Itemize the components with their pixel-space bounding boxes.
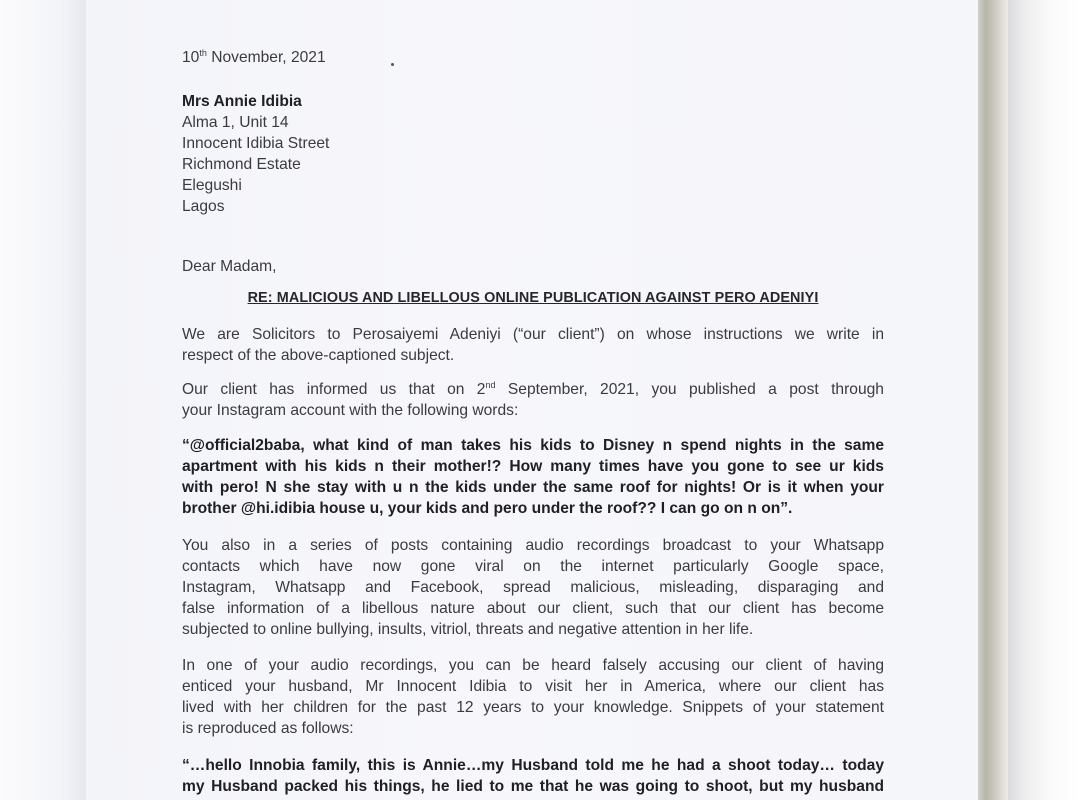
paragraph-3: You also in a series of posts containing audio recordings broadcast to your Whatsapp contacts which have now gone viral on the internet particularly Google space, Instagram, Whatsapp and Facebook, spread malicious, misleading, disparaging and false information of a libellous nature about our client, such that our client has become subjected to online bullying, insults, vitriol, threats and negative attention in her life. [182, 537, 884, 638]
salutation: Dear Madam, [182, 258, 277, 275]
address-line: Lagos [182, 198, 225, 215]
letter-page [86, 0, 978, 800]
stray-mark [391, 63, 394, 66]
recipient-address [182, 112, 884, 217]
paragraph-4: In one of your audio recordings, you can be heard falsely accusing our client of having enticed your husband, Mr Innocent Idibia to visit her in America, where our client has lived with her children for the past 12 years to your knowledge. Snippets of your statement is reproduced as follows: [182, 657, 884, 737]
audio-quote: “…hello Innobia family, this is Annie…my Husband told me he had a shoot today… today my Husband packed his things, he lied to me that he was going to shoot, but my husband [182, 757, 884, 795]
paragraph-1: We are Solicitors to Perosaiyemi Adeniyi (“our client”) on whose instructions we write in respect of the above-captioned subject. [182, 326, 884, 364]
background-right [1006, 0, 1080, 800]
paragraph-2: Our client has informed us that on 2nd September, 2021, you published a post through your Instagram account with the following words: [182, 380, 884, 419]
address-line: Alma 1, Unit 14 [182, 114, 289, 131]
recipient-name: Mrs Annie Idibia [182, 93, 302, 110]
address-line: Innocent Idibia Street [182, 135, 330, 152]
letter-date: 10th November, 2021 [182, 48, 326, 66]
address-line: Elegushi [182, 177, 242, 194]
subject-heading: RE: MALICIOUS AND LIBELLOUS ONLINE PUBLICATION AGAINST PERO ADENIYI [247, 290, 819, 306]
address-line: Richmond Estate [182, 156, 301, 173]
page-edge-shadow [976, 0, 1008, 800]
background-left [0, 0, 86, 800]
instagram-quote: “@official2baba, what kind of man takes his kids to Disney n spend nights in the same apartment with his kids n their mother!? How many times have you gone to see ur kids with pero! N she stay with u n the kids under the same roof for nights! Or is it when your brother @hi.idibia house u, your kids and pero under the roof?? I can go on n on”. [182, 437, 884, 517]
